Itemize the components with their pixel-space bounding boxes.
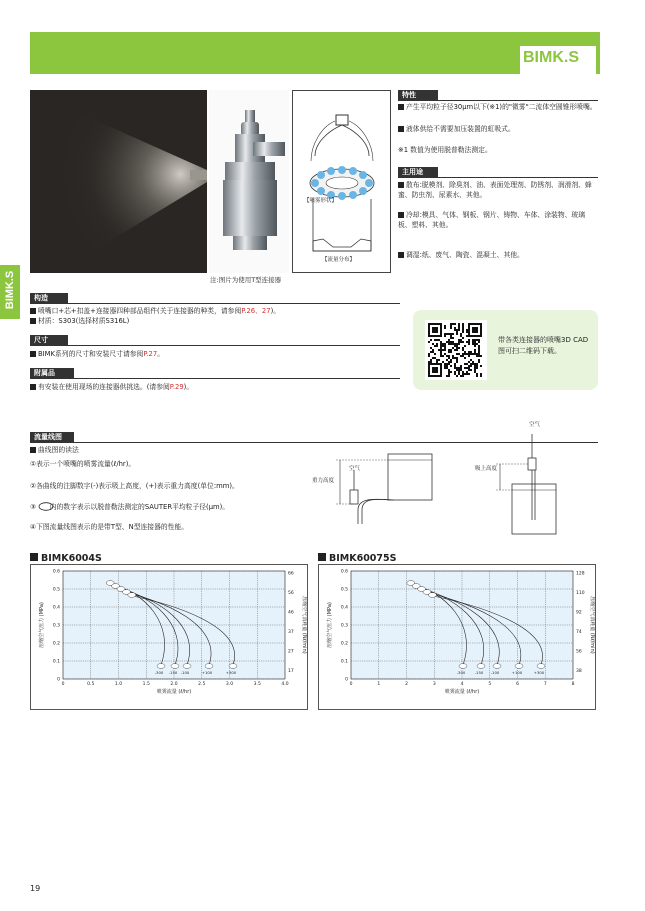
dimensions-page-link[interactable]: P.27: [143, 350, 158, 358]
x-tick-label: 1: [377, 682, 381, 687]
series-label: +300: [225, 670, 237, 675]
dimensions-line: BIMK系列的尺寸和安装尺寸请参阅P.27。: [30, 349, 400, 359]
y2-tick-label: 56: [576, 649, 582, 655]
bullet-icon: [30, 351, 36, 357]
bullet-icon: [398, 182, 404, 188]
features-item-2: 液体供给不需要加压装置的虹吸式。: [398, 124, 598, 134]
x-tick-label: 2.0: [170, 682, 178, 687]
uses-item-3: 调湿:纸、废气、陶瓷、混凝土、其他。: [398, 250, 598, 260]
y-axis-label: 压缩空气压力 (MPa): [327, 602, 333, 648]
series-label: -150: [474, 670, 484, 675]
features-note: ※1 数值为使用脱普勒法测定。: [398, 146, 492, 154]
x-axis-label: 喷雾流量 (ℓ/hr): [156, 689, 192, 695]
x-tick-label: 7: [543, 682, 547, 687]
y-tick-label: 0.1: [340, 659, 348, 665]
droplet-marker: [128, 593, 136, 598]
bullet-icon: [30, 308, 36, 314]
droplet-marker: [205, 664, 213, 669]
x-tick-label: 4.0: [281, 682, 289, 687]
droplet-marker: [459, 664, 467, 669]
dimensions-rule: [30, 345, 400, 346]
y2-tick-label: 66: [288, 571, 294, 577]
droplet-marker: [157, 664, 165, 669]
chart-2-plot: [319, 565, 595, 709]
droplet-marker: [171, 664, 179, 669]
gravity-height-label: 重力高度: [312, 478, 335, 484]
droplet-marker: [477, 664, 485, 669]
series-label: -100: [490, 670, 500, 675]
y-tick-label: 0.4: [52, 605, 60, 611]
y-tick-label: 0.2: [340, 641, 348, 647]
x-tick-label: 3.5: [253, 682, 261, 687]
y2-axis-label: 压缩空气消耗量 (Nℓ/min): [301, 596, 307, 654]
x-tick-label: 2: [405, 682, 408, 687]
y2-tick-label: 56: [288, 591, 294, 597]
series-label: +100: [511, 670, 523, 675]
bullet-icon: [30, 447, 36, 453]
y-tick-label: 0.6: [340, 569, 348, 575]
chart-1-label: BIMK6004S: [30, 553, 102, 564]
y-tick-label: 0.5: [340, 587, 348, 593]
chart-1: [30, 564, 308, 710]
series-label: -300: [456, 670, 466, 675]
y2-tick-label: 128: [576, 571, 585, 577]
product-code: BIMK.S: [523, 49, 579, 66]
diagram-label-distribution: 【流量分布】: [322, 257, 356, 263]
square-icon: [318, 553, 326, 561]
y-tick-label: 0.1: [52, 659, 60, 665]
nozzle-photo: [209, 90, 289, 273]
y-tick-label: 0.3: [52, 623, 60, 629]
chart-2-label: BIMK60075S: [318, 553, 396, 564]
diagram-label-spray-shape: 【喷雾形状】: [304, 198, 338, 204]
flow-chart-intro: 曲线图的读法: [30, 445, 330, 455]
y2-tick-label: 46: [288, 610, 294, 616]
x-tick-label: 1.5: [142, 682, 150, 687]
y2-axis-label: 压缩空气消耗量 (Nℓ/min): [589, 596, 595, 654]
structure-heading: 构造: [30, 293, 68, 303]
series-label: +100: [201, 670, 213, 675]
bullet-icon: [30, 318, 36, 324]
bullet-icon: [398, 212, 404, 218]
structure-line-2: 材质：S303(选择材质S316L): [30, 316, 400, 326]
qr-code[interactable]: [425, 320, 487, 380]
series-label: -300: [154, 670, 164, 675]
series-label: +300: [533, 670, 545, 675]
x-tick-label: 5: [488, 682, 492, 687]
features-rule: [398, 100, 598, 101]
series-label: -100: [180, 670, 190, 675]
y-tick-label: 0.2: [52, 641, 60, 647]
bullet-icon: [30, 384, 36, 390]
image-note: 注:图片为使用T型连接器: [210, 276, 282, 284]
accessories-page-link[interactable]: P.29: [169, 383, 184, 391]
flow-step-1: ①表示一个喷嘴的喷雾流量(ℓ/hr)。: [30, 460, 136, 468]
air-label-suction: 空气: [529, 422, 541, 428]
uses-item-2: 冷却:模具、气体、钢板、钢片、铸物、车体、涂装物、玻璃板、塑料、其他。: [398, 211, 586, 229]
series-label: -150: [168, 670, 178, 675]
y2-tick-label: 17: [288, 668, 294, 674]
y2-tick-label: 27: [288, 649, 294, 655]
uses-rule: [398, 177, 598, 178]
uses-heading: 主用途: [398, 167, 438, 177]
y2-tick-label: 92: [576, 610, 582, 616]
droplet-marker: [493, 664, 501, 669]
gravity-setup-diagram: [310, 440, 440, 540]
flow-step-2: ②各曲线的注脚数字(-)表示吸上高度，(+)表示重力高度(单位:mm)。: [30, 482, 239, 490]
y-tick-label: 0.5: [52, 587, 60, 593]
x-tick-label: 2.5: [198, 682, 206, 687]
y-tick-label: 0.3: [340, 623, 348, 629]
x-tick-label: 0: [349, 682, 353, 687]
features-heading: 特性: [398, 90, 438, 100]
y2-tick-label: 37: [288, 629, 294, 635]
droplet-marker: [515, 664, 523, 669]
y-tick-label: 0.4: [340, 605, 348, 611]
droplet-marker: [229, 664, 237, 669]
chart-1-plot: [31, 565, 307, 709]
x-tick-label: 3.0: [225, 682, 234, 687]
suction-setup-diagram: [470, 420, 600, 540]
y-tick-label: 0.6: [52, 569, 60, 575]
features-item-1: 产生平均粒子径30μm以下(※1)的"微雾"二流体空圆锥形喷嘴。: [398, 102, 598, 112]
flow-step-4: ④下图流量线图表示的是带T型、N型连接器的性能。: [30, 523, 189, 531]
bullet-icon: [398, 252, 404, 258]
bullet-icon: [398, 104, 404, 110]
x-tick-label: 4: [460, 682, 464, 687]
chart-2: [318, 564, 596, 710]
x-axis-label: 喷雾流量 (ℓ/hr): [444, 689, 480, 695]
y2-tick-label: 38: [576, 668, 582, 674]
droplet-marker: [183, 664, 191, 669]
side-tab-label: BIMK.S: [4, 270, 16, 310]
structure-rule: [30, 303, 400, 304]
qr-caption: 带各类连接器的喷嘴3D CAD图可扫二维码下载。: [498, 336, 589, 355]
page-number: 19: [30, 884, 41, 893]
oval-icon: [38, 502, 54, 511]
x-tick-label: 8: [571, 682, 575, 687]
y2-tick-label: 74: [576, 629, 582, 635]
square-icon: [30, 553, 38, 561]
x-tick-label: 6: [516, 682, 519, 687]
title-bar: [30, 32, 600, 74]
droplet-marker: [428, 593, 436, 598]
spray-photo: [30, 90, 207, 273]
air-label-gravity: 空气: [349, 466, 361, 472]
bullet-icon: [398, 126, 404, 132]
structure-page-link[interactable]: P.26、27: [241, 307, 271, 315]
uses-item-1: 散布:脱模剂、除臭剂、油、表面处理剂、防锈剂、润滑剂、蜂蜜、防虫剂、尿素水、其他。: [398, 181, 592, 199]
spray-diagram: [292, 90, 391, 273]
flow-step-3: ③ 内的数字表示以脱普勒法测定的SAUTER平均粒子径(μm)。: [30, 503, 230, 511]
x-tick-label: 0.5: [87, 682, 95, 687]
page-title: 微雾喷嘴/小喷量空圆锥形 -虹吸式-: [8, 8, 286, 28]
dimensions-heading: 尺寸: [30, 335, 68, 345]
structure-line-1: 喷嘴口+芯+扣盖+连接器四种部品组件(关于连接器的种类，请参阅P.26、27)。: [30, 306, 400, 316]
y-axis-label: 压缩空气压力 (MPa): [39, 602, 45, 648]
accessories-line: 有安装在使用现场的连接器供挑选。(请参阅P.29)。: [30, 382, 400, 392]
droplet-marker: [537, 664, 545, 669]
flow-chart-heading: 流量线图: [30, 432, 74, 442]
accessories-rule: [30, 378, 400, 379]
accessories-heading: 附属品: [30, 368, 74, 378]
y-tick-label: 0: [57, 677, 60, 683]
y-tick-label: 0: [345, 677, 348, 683]
suction-height-label: 吸上高度: [475, 466, 498, 472]
x-tick-label: 3: [432, 682, 436, 687]
y2-tick-label: 110: [576, 591, 585, 597]
x-tick-label: 1.0: [114, 682, 123, 687]
x-tick-label: 0: [61, 682, 65, 687]
